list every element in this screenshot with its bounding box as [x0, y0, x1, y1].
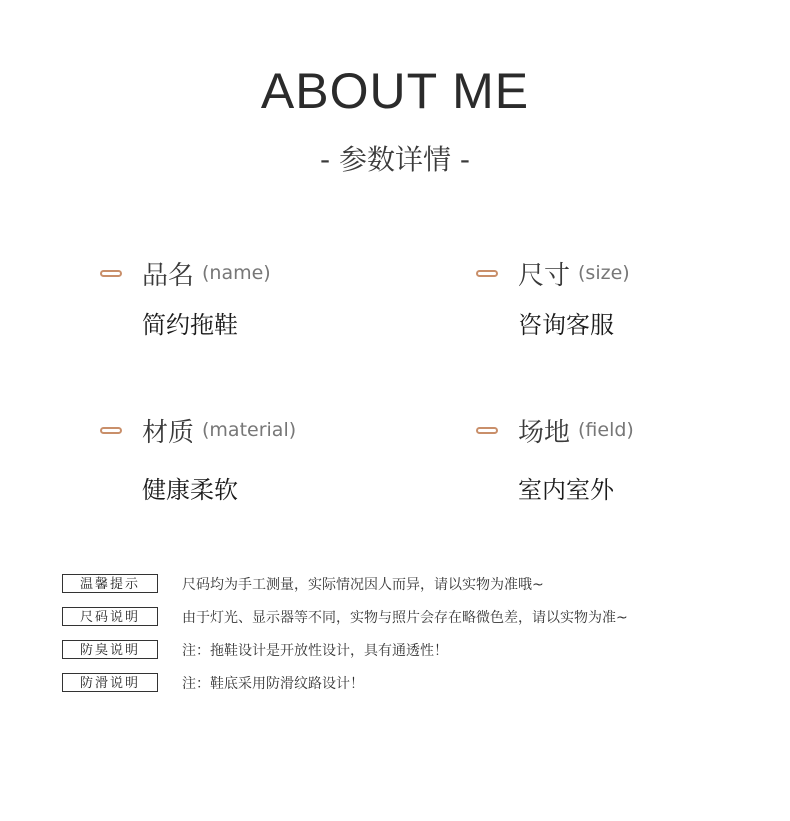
- note-text: 注：拖鞋设计是开放性设计，具有通透性！: [182, 642, 448, 659]
- page-subtitle: - 参数详情 -: [319, 143, 470, 176]
- note-text: 由于灯光、显示器等不同，实物与照片会存在略微色差，请以实物为准~: [182, 609, 628, 626]
- param-label: 品名: [142, 260, 195, 291]
- param-material: [100, 412, 420, 505]
- note-row: [62, 633, 742, 666]
- pill-icon: [100, 270, 122, 277]
- param-value: 简约拖鞋: [142, 311, 238, 339]
- note-text: 尺码均为手工测量，实际情况因人而异，请以实物为准哦~: [182, 576, 544, 593]
- param-en-label: (name): [202, 262, 271, 284]
- note-tag: 尺码说明: [62, 607, 158, 626]
- param-label: 场地: [518, 417, 571, 448]
- note-text: 注：鞋底采用防滑纹路设计！: [182, 675, 364, 692]
- pill-icon: [100, 427, 122, 434]
- page-title: ABOUT ME: [260, 63, 530, 119]
- param-label: 材质: [142, 417, 195, 448]
- param-en-label: (material): [202, 419, 297, 441]
- param-en-label: (size): [578, 262, 630, 284]
- note-tag: 防臭说明: [62, 640, 158, 659]
- param-size: [476, 255, 790, 340]
- param-value: 室内室外: [518, 476, 614, 504]
- note-row: [62, 666, 742, 699]
- param-value: 健康柔软: [142, 476, 238, 504]
- param-name: [100, 255, 420, 340]
- note-row: [62, 600, 742, 633]
- param-field: [476, 412, 790, 505]
- pill-icon: [476, 270, 498, 277]
- param-en-label: (field): [578, 419, 634, 441]
- pill-icon: [476, 427, 498, 434]
- note-tag: 温馨提示: [62, 574, 158, 593]
- param-value: 咨询客服: [518, 311, 614, 339]
- param-label: 尺寸: [518, 260, 571, 291]
- note-row: [62, 567, 742, 600]
- note-tag: 防滑说明: [62, 673, 158, 692]
- notes-section: [62, 567, 742, 699]
